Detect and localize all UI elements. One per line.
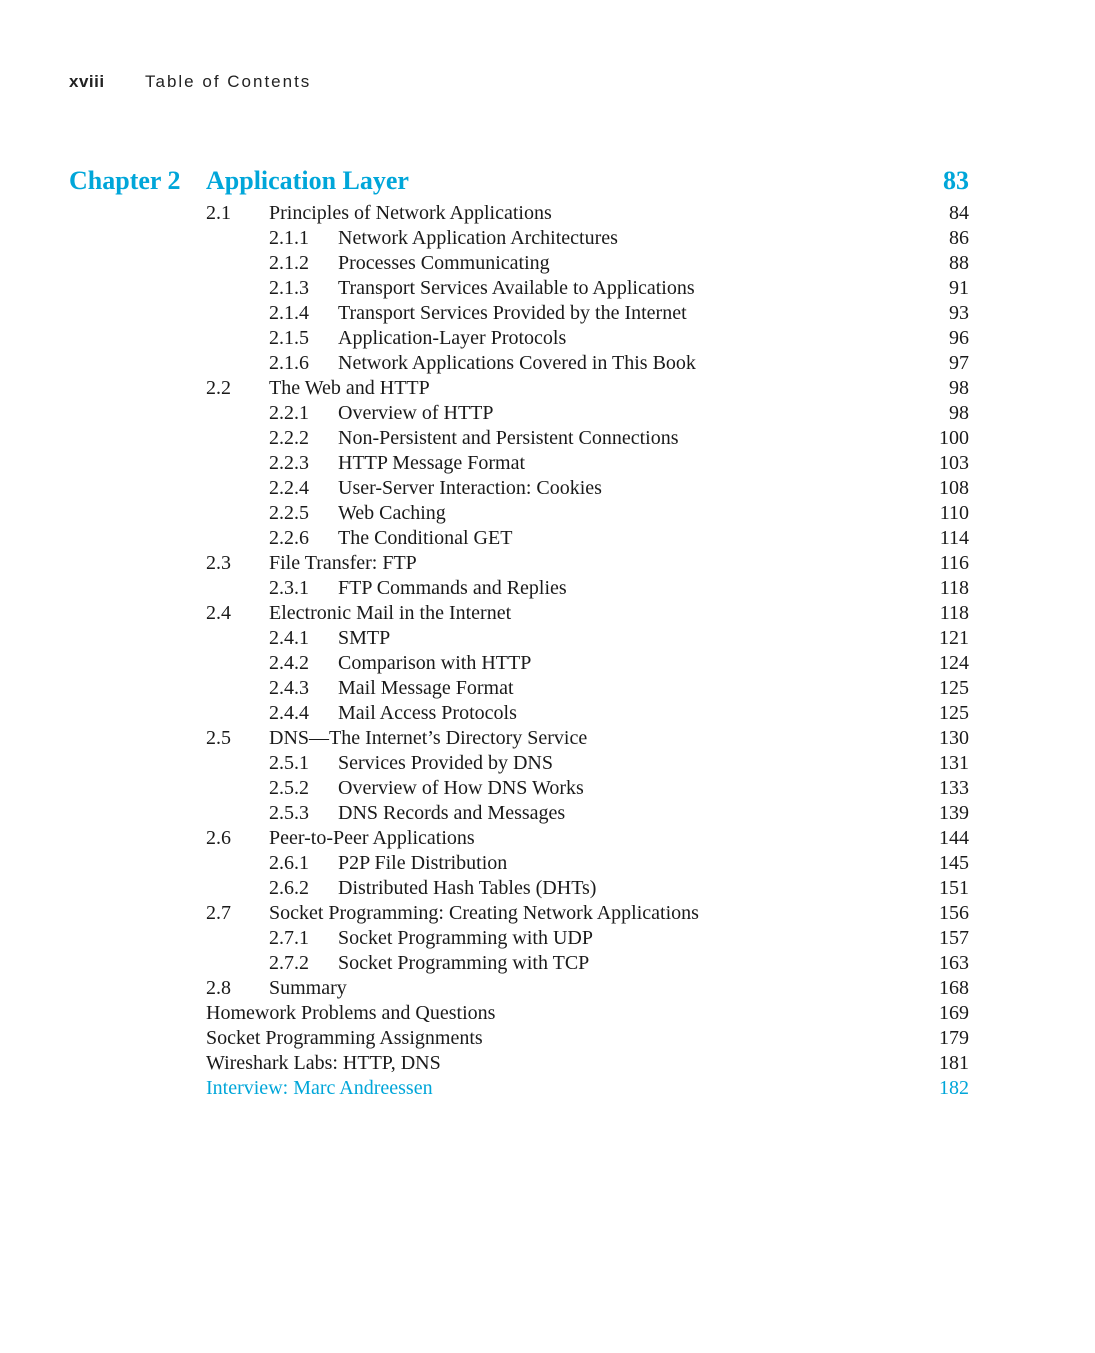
toc-entry-page: 108 — [939, 477, 969, 499]
toc-entry-number: 2.4.4 — [269, 702, 309, 724]
toc-entry-number: 2.1.2 — [269, 252, 309, 274]
toc-entry — [0, 826, 1095, 851]
toc-entry-title: Mail Message Format — [338, 677, 514, 699]
toc-entry-page: 169 — [939, 1002, 969, 1024]
toc-entry-number: 2.5.2 — [269, 777, 309, 799]
toc-entry-number: 2.2.5 — [269, 502, 309, 524]
toc-entry — [0, 501, 1095, 526]
running-head-title: Table of Contents — [145, 72, 312, 91]
toc-entry-title: Peer-to-Peer Applications — [269, 827, 475, 849]
toc-entry — [0, 1026, 1095, 1051]
toc-entry-title: Application-Layer Protocols — [338, 327, 567, 349]
toc-entry-title: Socket Programming with UDP — [338, 927, 593, 949]
toc-entry-page: 131 — [939, 752, 969, 774]
toc-entry-number: 2.4.1 — [269, 627, 309, 649]
toc-entry — [0, 876, 1095, 901]
toc-entry-number: 2.2.4 — [269, 477, 309, 499]
toc-entry-page: 100 — [939, 427, 969, 449]
toc-entry-page: 116 — [939, 552, 969, 574]
toc-entry-number: 2.3.1 — [269, 577, 309, 599]
toc-entry-title: Socket Programming with TCP — [338, 952, 590, 974]
toc-entry — [0, 651, 1095, 676]
toc-entry-number: 2.1.5 — [269, 327, 309, 349]
toc-entry — [0, 251, 1095, 276]
toc-entry-title: Network Applications Covered in This Book — [338, 352, 696, 374]
toc-entry-page: 145 — [939, 852, 969, 874]
chapter-label: Chapter 2 — [69, 166, 181, 195]
toc-entry-title: Wireshark Labs: HTTP, DNS — [206, 1052, 441, 1074]
toc-entry-page: 130 — [939, 727, 969, 749]
toc-entry — [0, 926, 1095, 951]
toc-entry-title: DNS—The Internet’s Directory Service — [269, 727, 588, 749]
toc-entry-page: 144 — [939, 827, 969, 849]
toc-entry-interview — [0, 1076, 1095, 1101]
toc-entry-title: Distributed Hash Tables (DHTs) — [338, 877, 597, 899]
toc-entry-title: Overview of How DNS Works — [338, 777, 584, 799]
toc-entry — [0, 226, 1095, 251]
toc-entry-page: 103 — [939, 452, 969, 474]
toc-entry-title: The Conditional GET — [338, 527, 513, 549]
toc-entry-title: FTP Commands and Replies — [338, 577, 567, 599]
toc-entry-page: 168 — [939, 977, 969, 999]
toc-entry-page: 163 — [939, 952, 969, 974]
toc-entry-number: 2.2.1 — [269, 402, 309, 424]
toc-entry-title: Transport Services Provided by the Internet — [338, 302, 687, 324]
toc-entry-title: Homework Problems and Questions — [206, 1002, 496, 1024]
toc-entry-title: Transport Services Available to Applications — [338, 277, 695, 299]
chapter-page: 83 — [943, 166, 969, 195]
toc-entry-page: 98 — [949, 377, 969, 399]
toc-entry — [0, 526, 1095, 551]
toc-entry-page: 133 — [939, 777, 969, 799]
toc-entry-number: 2.3 — [206, 552, 231, 574]
toc-entry-title: Electronic Mail in the Internet — [269, 602, 512, 624]
toc-entry-number: 2.6.1 — [269, 852, 309, 874]
toc-entry — [0, 626, 1095, 651]
toc-entry-title: Processes Communicating — [338, 252, 550, 274]
toc-entry-title: DNS Records and Messages — [338, 802, 566, 824]
toc-entry-page: 179 — [939, 1027, 969, 1049]
toc-entry-title: Non-Persistent and Persistent Connections — [338, 427, 679, 449]
toc-entry-page: 118 — [939, 602, 969, 624]
chapter-heading — [0, 166, 1095, 200]
toc-entry-number: 2.2 — [206, 377, 231, 399]
toc-entry — [0, 576, 1095, 601]
toc-entry-page: 156 — [939, 902, 969, 924]
running-head — [69, 72, 312, 92]
toc-entry-page: 86 — [949, 227, 969, 249]
toc-entry-page: 118 — [939, 577, 969, 599]
toc-entry-page: 121 — [939, 627, 969, 649]
toc-entry-page: 88 — [949, 252, 969, 274]
toc-entry-title: Services Provided by DNS — [338, 752, 553, 774]
toc-entry-number: 2.4.3 — [269, 677, 309, 699]
toc-entry-page: 91 — [949, 277, 969, 299]
toc-entry — [0, 701, 1095, 726]
toc-entry-page: 97 — [949, 352, 969, 374]
toc-entry-number: 2.5 — [206, 727, 231, 749]
toc-entry — [0, 551, 1095, 576]
toc-entry-number: 2.1.3 — [269, 277, 309, 299]
toc-entry — [0, 476, 1095, 501]
toc-entry-page: 151 — [939, 877, 969, 899]
toc-entry-page: 110 — [939, 502, 969, 524]
toc-entry — [0, 726, 1095, 751]
toc-entry-title: Comparison with HTTP — [338, 652, 532, 674]
toc-entry-number: 2.8 — [206, 977, 231, 999]
toc-entry-page: 124 — [939, 652, 969, 674]
toc-entry-title: User-Server Interaction: Cookies — [338, 477, 602, 499]
toc-entry-title: HTTP Message Format — [338, 452, 526, 474]
toc-entry — [0, 201, 1095, 226]
toc-entry-page: 139 — [939, 802, 969, 824]
toc-entry-title: Network Application Architectures — [338, 227, 618, 249]
toc-entry-title: Interview: Marc Andreessen — [206, 1077, 433, 1099]
toc-entry — [0, 801, 1095, 826]
toc-entry — [0, 751, 1095, 776]
toc-entry-number: 2.7 — [206, 902, 231, 924]
toc-list — [0, 201, 1095, 1101]
toc-entry-number: 2.6 — [206, 827, 231, 849]
toc-entry-title: P2P File Distribution — [338, 852, 508, 874]
toc-entry-title: The Web and HTTP — [269, 377, 430, 399]
chapter-title: Application Layer — [206, 166, 409, 195]
toc-entry-title: File Transfer: FTP — [269, 552, 417, 574]
toc-entry — [0, 676, 1095, 701]
toc-entry-title: Socket Programming Assignments — [206, 1027, 483, 1049]
toc-entry — [0, 1051, 1095, 1076]
toc-entry-page: 181 — [939, 1052, 969, 1074]
toc-entry-page: 157 — [939, 927, 969, 949]
toc-entry-page: 84 — [949, 202, 969, 224]
toc-entry — [0, 901, 1095, 926]
toc-entry-title: Overview of HTTP — [338, 402, 494, 424]
toc-entry-page: 96 — [949, 327, 969, 349]
toc-entry — [0, 851, 1095, 876]
toc-entry-title: Mail Access Protocols — [338, 702, 517, 724]
toc-entry — [0, 376, 1095, 401]
toc-entry-number: 2.5.3 — [269, 802, 309, 824]
toc-entry-title: SMTP — [338, 627, 391, 649]
toc-entry — [0, 776, 1095, 801]
toc-entry-title: Principles of Network Applications — [269, 202, 552, 224]
toc-entry-number: 2.1.4 — [269, 302, 309, 324]
toc-entry-number: 2.1 — [206, 202, 231, 224]
toc-entry-page: 114 — [939, 527, 969, 549]
toc-entry-page: 93 — [949, 302, 969, 324]
toc-entry-title: Socket Programming: Creating Network Applications — [269, 902, 699, 924]
toc-entry — [0, 1001, 1095, 1026]
toc-entry — [0, 351, 1095, 376]
toc-entry-number: 2.2.3 — [269, 452, 309, 474]
toc-entry-number: 2.5.1 — [269, 752, 309, 774]
toc-entry — [0, 451, 1095, 476]
toc-entry — [0, 276, 1095, 301]
toc-entry-page: 125 — [939, 677, 969, 699]
toc-entry — [0, 601, 1095, 626]
toc-entry-number: 2.1.1 — [269, 227, 309, 249]
toc-entry — [0, 426, 1095, 451]
toc-entry-number: 2.4 — [206, 602, 231, 624]
toc-entry — [0, 951, 1095, 976]
toc-entry-title: Summary — [269, 977, 347, 999]
toc-entry-page: 182 — [939, 1077, 969, 1099]
toc-entry-page: 98 — [949, 402, 969, 424]
toc-entry-number: 2.1.6 — [269, 352, 309, 374]
toc-entry — [0, 976, 1095, 1001]
toc-entry-title: Web Caching — [338, 502, 446, 524]
toc-entry-number: 2.6.2 — [269, 877, 309, 899]
toc-entry-page: 125 — [939, 702, 969, 724]
toc-entry — [0, 301, 1095, 326]
page-number: xviii — [69, 72, 105, 91]
toc-entry-number: 2.2.2 — [269, 427, 309, 449]
toc-entry-number: 2.7.1 — [269, 927, 309, 949]
toc-entry-number: 2.7.2 — [269, 952, 309, 974]
toc-entry-number: 2.2.6 — [269, 527, 309, 549]
toc-entry — [0, 401, 1095, 426]
toc-entry-number: 2.4.2 — [269, 652, 309, 674]
toc-entry — [0, 326, 1095, 351]
